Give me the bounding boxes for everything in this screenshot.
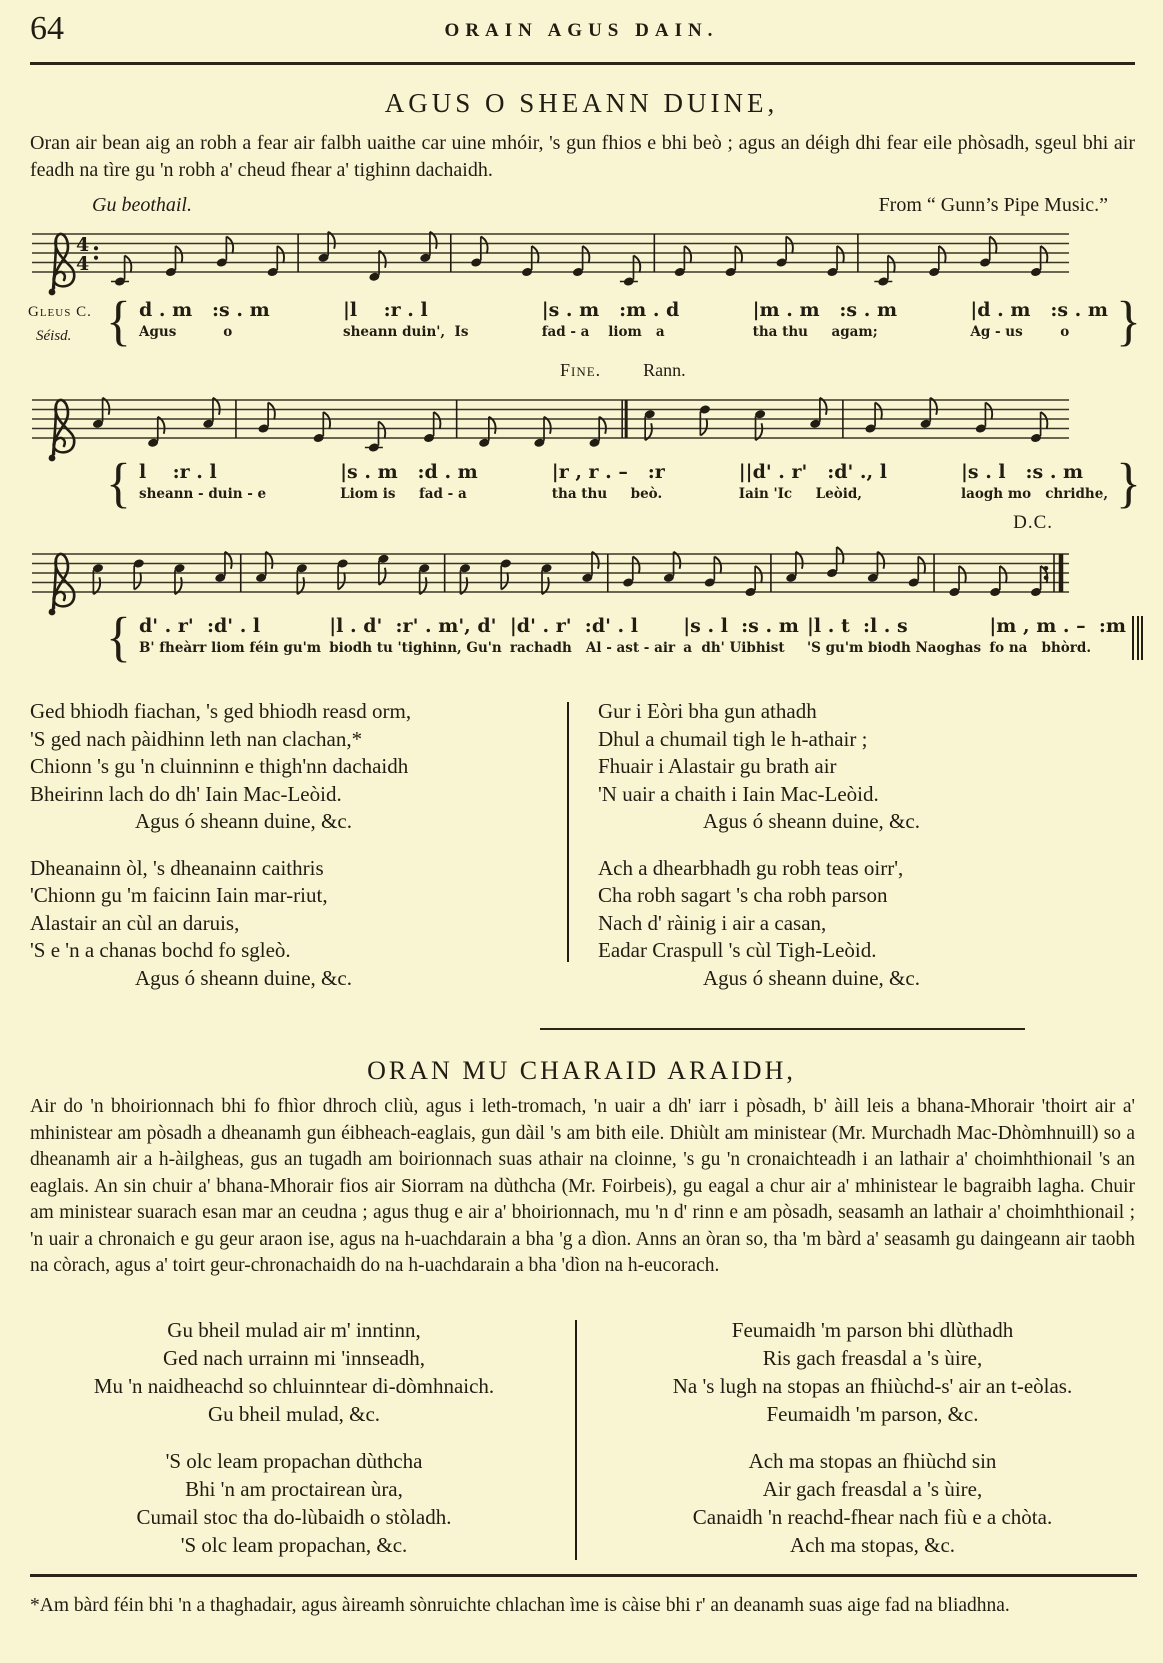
lyric-text: B' fheàrr liom féin gu'm — [138, 640, 322, 656]
verse-line: 'S e 'n a chanas bochd fo sgleò. — [30, 938, 291, 962]
solfa-measure — [739, 460, 887, 504]
verse-line: Ged nach urrainn mi 'innseadh, — [162, 1346, 426, 1370]
song1-intro: Oran air bean aig an robh a fear air falbh uaithe car uine mhóir, 's gun fhios e bhi beò ; agus an déigh dhi fear eile phòsadh, sgeul bhi air feadh na tìre gu 'n robh a' cheud fhear a' tighinn dachaidh. — [30, 132, 1135, 181]
verse-line: Ach ma stopas an fhiùchd sin — [748, 1449, 997, 1473]
verse-line: Eadar Craspull 's cùl Tigh-Leòid. — [598, 938, 877, 962]
refrain-line: Agus ó sheann duine, &c. — [703, 965, 920, 990]
solfa-system-1 — [28, 291, 1143, 352]
header-rule — [30, 62, 1135, 65]
music-staff-1 — [28, 218, 1073, 302]
song2-verses-left-column — [28, 1316, 560, 1559]
solfa-measure — [139, 298, 270, 342]
solfa-measures — [133, 614, 1132, 658]
verse-line: Bhi 'n am proctairean ùra, — [185, 1477, 403, 1501]
verse-line: Cha robh sagart 's cha robh parson — [598, 883, 888, 907]
svg-text:4: 4 — [76, 234, 90, 256]
fine-label: Fine. — [560, 360, 602, 380]
lyric-text: biodh tu 'tighinn, Gu'n — [329, 640, 502, 656]
final-double-bar — [1132, 616, 1143, 660]
song2-intro: Air do 'n bhoirionnach bhi fo fhìor dhroch cliù, agus i leth-tromach, 'n uair a dh' iarr i pòsadh, b' àill leis a bhana-Mhorair 'thoirt air a' mhinistear am pòsadh a dheanamh gun éibheach-eaglais, gun dàil 's am bith eile. Dhiùlt am ministear (Mr. Murchadh Mac-Dhòmhnuill) so a dheanamh air a h-àilgheas, gus an tugadh am boirionnach suas athair na cloinne, 's gu 'n cronaichteadh i an lathair a' choimhthionail 's an eaglais. An sin chuir a' bhana-Mhorair fios air Siorram na dùthcha (Mr. Foirbeis), gu eagal a chur air a' mhinistear le bagraibh lagha. Chuir am ministear suarach esan mar an ceudna ; agus thug e air a' bhoirionnach, mu 'n d' rinn e am pòsadh, seasamh an lathair a' choimhthionail ; 'n uair a chronaich e gu geur araon ise, agus na h-uachdarain a bha 'g a dìon. Anns an òran so, tha 'm bàrd a' seasamh gu daingeann air taobh na còrach, agus a' toirt geur-chronachaidh do na h-uachdarain a bha 'dìon na h-eucorach. — [30, 1096, 1135, 1276]
solfa-measure — [329, 614, 501, 658]
solfa-notation: |l :r . l — [342, 299, 428, 321]
solfa-notation: |s . m :m . d — [541, 299, 680, 321]
lyric-text: Ag - us o — [970, 324, 1070, 340]
refrain-line: Ach ma stopas, &c. — [789, 1533, 956, 1557]
footnote-rule — [30, 1574, 1137, 1577]
verse-line: Gu bheil mulad air m' inntinn, — [167, 1318, 421, 1342]
verse-line: Chionn 's gu 'n cluinninn e thigh'nn dachaidh — [30, 754, 409, 778]
fine-rann-row — [560, 360, 686, 381]
solfa-measure — [961, 460, 1108, 504]
verse-line: Na 's lugh na stopas an fhiùchd-s' air an t-eòlas. — [672, 1374, 1073, 1398]
verse-line: Canaidh 'n reachd-fhear nach fiù e a chòta. — [692, 1505, 1053, 1529]
verse-line: 'N uair a chaith i Iain Mac-Leòid. — [598, 781, 879, 806]
tempo-marking: Gu beothail. — [92, 194, 192, 216]
verse-gap — [30, 836, 555, 855]
verse-line: Dhul a chumail tigh le h-athair ; — [598, 726, 868, 751]
open-brace: { — [106, 453, 131, 514]
solfa-notation: d . m :s . m — [138, 299, 270, 321]
verse-line: Alastair an cùl an daruis, — [30, 910, 240, 935]
column-divider — [567, 702, 569, 962]
open-brace: { — [106, 291, 131, 352]
solfa-notation: |l . d' :r' . m', d' — [329, 615, 497, 637]
verse-line: Mu 'n naidheachd so chluinntear di-dòmhnaich. — [93, 1374, 495, 1398]
solfa-notation: l :r . l — [138, 461, 217, 483]
solfa-notation: |s . l :s . m — [960, 461, 1084, 483]
verse-line: Bheirinn lach do dh' Iain Mac-Leòid. — [30, 781, 342, 806]
verse-line: Dheanainn òl, 's dheanainn caithris — [30, 855, 324, 880]
solfa-measure — [139, 460, 266, 504]
lyric-text: fad - a liom a — [541, 324, 665, 340]
song1-verses-right-column — [598, 698, 1143, 992]
gleus-label: Gleus C. — [28, 304, 92, 320]
lyric-text: tha thu beò. — [551, 486, 663, 502]
source-attribution: From “ Gunn’s Pipe Music.” — [878, 194, 1108, 216]
refrain-line: Agus ó sheann duine, &c. — [703, 809, 920, 833]
lyric-text: fo na bhòrd. — [989, 640, 1092, 656]
verse-line: 'Chionn gu 'm faicinn Iain mar-riut, — [30, 883, 328, 907]
da-capo-label: D.C. — [1013, 512, 1053, 533]
svg-text:4: 4 — [76, 253, 90, 275]
verse-line: Ged bhiodh fiachan, 's ged bhiodh reasd orm, — [30, 699, 412, 723]
tempo-row — [30, 194, 1108, 217]
page-number: 64 — [30, 10, 64, 47]
verse-line: Ach a dhearbhadh gu robh teas oirr', — [598, 855, 904, 880]
solfa-measure — [807, 614, 981, 658]
lyric-text: a dh' Uibhist — [683, 640, 785, 656]
refrain-line: Agus ó sheann duine, &c. — [135, 809, 352, 833]
close-brace: } — [1116, 291, 1141, 352]
solfa-notation: |s . m :d . m — [340, 461, 478, 483]
solfa-measure — [510, 614, 675, 658]
verse-line: Cumail stoc tha do-lùbaidh o stòladh. — [136, 1505, 452, 1529]
lyric-text: Agus o — [138, 324, 233, 340]
verse-line: Nach d' ràinig i air a casan, — [598, 910, 827, 935]
verse-line: Ris gach freasdal a 's ùire, — [762, 1346, 983, 1370]
lyric-text: tha thu agam; — [752, 324, 878, 340]
song2-title: ORAN MU CHARAID ARAIDH, — [367, 1056, 796, 1085]
solfa-labels — [28, 298, 104, 346]
verse-gap — [600, 1428, 1145, 1447]
refrain-line: Gu bheil mulad, &c. — [207, 1402, 381, 1426]
solfa-notation: |d . m :s . m — [970, 299, 1108, 321]
solfa-measure — [753, 298, 897, 342]
running-header: ORAIN AGUS DAIN. — [444, 20, 719, 41]
lyric-text: laogh mo chridhe, — [960, 486, 1109, 502]
open-brace: { — [106, 607, 131, 668]
lyric-text: rachadh Al - ast - air — [509, 640, 676, 656]
refrain-line: Agus ó sheann duine, &c. — [135, 965, 352, 990]
solfa-measure — [139, 614, 321, 658]
solfa-system-2 — [28, 453, 1143, 514]
song1-verses-left-column — [30, 698, 555, 992]
refrain-line: 'S olc leam propachan, &c. — [180, 1533, 408, 1557]
song2-verses-right-column — [600, 1316, 1145, 1559]
verse-line: 'S ged nach pàidhinn leth nan clachan,* — [30, 726, 363, 751]
lyric-text: 'S gu'm biodh Naoghas — [806, 640, 982, 656]
verse-line: Air gach freasdal a 's ùire, — [762, 1477, 983, 1501]
solfa-measure — [542, 298, 680, 342]
song1-title: AGUS O SHEANN DUINE, — [384, 88, 779, 118]
solfa-notation: ||d' . r' :d' ., l — [738, 461, 887, 483]
verse-gap — [598, 836, 1143, 855]
solfa-notation: |m , m . – :m — [989, 615, 1126, 637]
lyric-text: sheann - duin - e — [138, 486, 267, 502]
solfa-measure — [683, 614, 799, 658]
music-staff-3 — [28, 538, 1073, 622]
solfa-notation: d' . r' :d' . l — [138, 615, 261, 637]
rann-label: Rann. — [643, 360, 686, 380]
music-staff-2 — [28, 384, 1073, 468]
solfa-notation: |d' . r' :d' . l — [509, 615, 638, 637]
refrain-line: Feumaidh 'm parson, &c. — [766, 1402, 979, 1426]
section-divider-rule — [540, 1028, 1025, 1030]
solfa-notation: |s . l :s . m — [683, 615, 799, 637]
close-brace: } — [1116, 453, 1141, 514]
verse-line: Feumaidh 'm parson bhi dlùthadh — [731, 1318, 1014, 1342]
footnote-text: *Am bàrd féin bhi 'n a thaghadair, agus àireamh sònruichte chlachan ìme is càise bhi r' an deanamh suas aige fad na bliadhna. — [30, 1595, 1010, 1616]
verse-line: Gur i Eòri bha gun athadh — [598, 699, 817, 723]
solfa-measures — [133, 460, 1114, 504]
seisd-label: Séisd. — [36, 328, 72, 344]
verse-gap — [28, 1428, 560, 1447]
solfa-measure — [340, 460, 478, 504]
solfa-notation: |r , r . – :r — [551, 461, 665, 483]
solfa-measure — [343, 298, 468, 342]
verse-line: Fhuair i Alastair gu brath air — [598, 754, 837, 778]
solfa-measure — [552, 460, 665, 504]
solfa-measures — [133, 298, 1114, 342]
lyric-text: Liom is fad - a — [340, 486, 467, 502]
lyric-text: Iain 'Ic Leòid, — [738, 486, 862, 502]
lyric-text: sheann duin', Is — [342, 324, 469, 340]
solfa-measure — [989, 614, 1126, 658]
solfa-notation: |m . m :s . m — [752, 299, 898, 321]
verse-line: 'S olc leam propachan dùthcha — [165, 1449, 423, 1473]
column-divider — [575, 1320, 577, 1560]
solfa-notation: |l . t :l . s — [806, 615, 908, 637]
solfa-measure — [970, 298, 1108, 342]
solfa-system-3 — [28, 607, 1143, 668]
